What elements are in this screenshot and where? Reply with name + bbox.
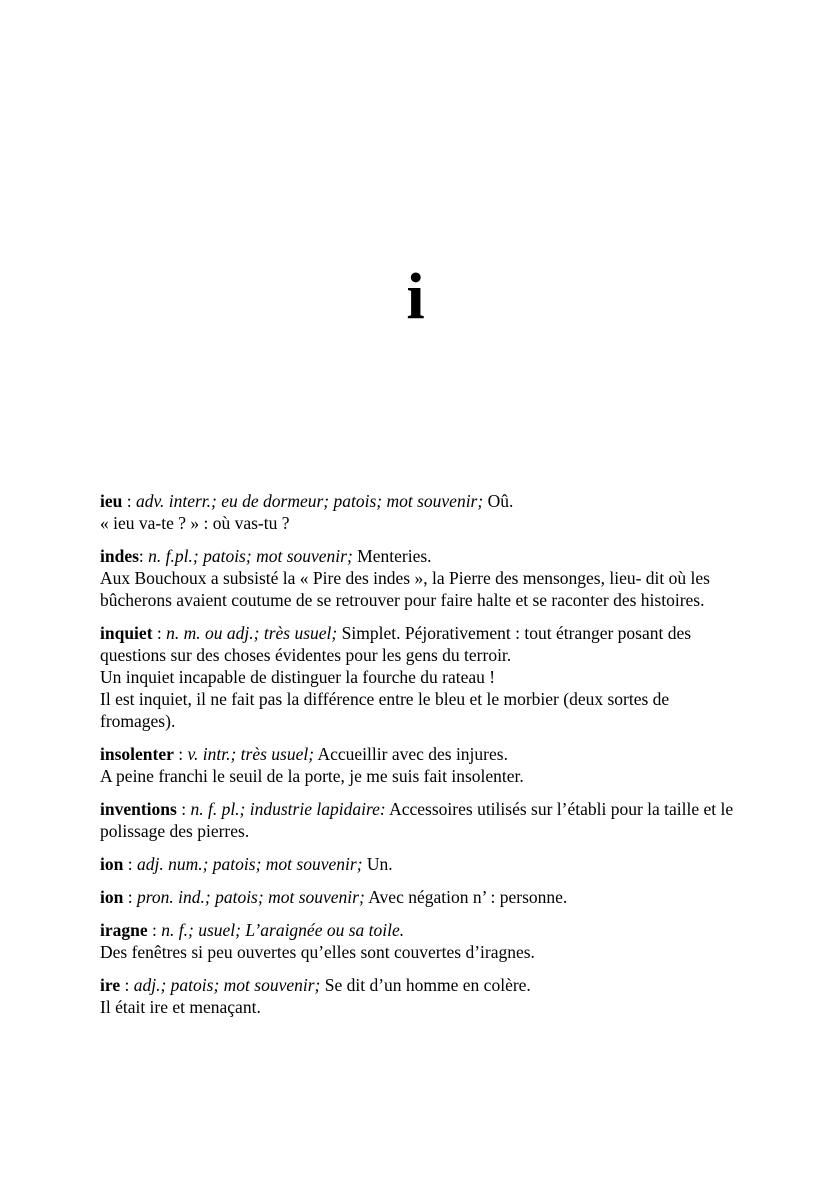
headword: ion xyxy=(100,887,124,907)
entry-indes xyxy=(100,545,742,611)
entry-inquiet xyxy=(100,622,742,732)
entry-ion-pron xyxy=(100,886,742,908)
grammar-notes: adv. interr.; eu de dormeur; patois; mot souvenir; xyxy=(136,491,484,511)
entry-inventions xyxy=(100,798,742,842)
example: Un inquiet incapable de distinguer la fourche du rateau ! xyxy=(100,667,496,687)
separator: : xyxy=(147,920,162,940)
entry-insolenter xyxy=(100,743,742,787)
grammar-notes: n. m. ou adj.; très usuel; xyxy=(166,623,338,643)
headword: inquiet xyxy=(100,623,153,643)
definition: Oû. xyxy=(483,491,514,511)
entry-iragne xyxy=(100,919,742,963)
separator: : xyxy=(120,975,134,995)
section-letter: i xyxy=(406,260,425,333)
headword: ire xyxy=(100,975,121,995)
grammar-notes: adj. num.; patois; mot souvenir; xyxy=(136,854,363,874)
separator: : xyxy=(176,799,191,819)
entry-line xyxy=(100,798,742,842)
entry-ieu xyxy=(100,490,742,534)
headword: insolenter xyxy=(100,744,174,764)
definition: Accueillir avec des injures. xyxy=(314,744,508,764)
entry-line xyxy=(100,490,742,512)
grammar-notes: v. intr.; très usuel; xyxy=(187,744,315,764)
grammar-notes: adj.; patois; mot souvenir; xyxy=(133,975,321,995)
example: « ieu va-te ? » : où vas-tu ? xyxy=(100,513,290,533)
entry-line xyxy=(100,919,742,941)
separator: : xyxy=(173,744,188,764)
definition: Un. xyxy=(362,854,393,874)
headword: indes xyxy=(100,546,139,566)
example: Des fenêtres si peu ouvertes qu’elles sont couvertes d’iragnes. xyxy=(100,942,535,962)
definition: Accessoires utilisés sur l’établi pour la taille et le polissage des pierres. xyxy=(100,799,734,841)
dictionary-entries xyxy=(100,490,742,1029)
separator: : xyxy=(123,854,137,874)
separator: : xyxy=(152,623,167,643)
headword: ieu xyxy=(100,491,123,511)
definition: Avec négation n’ : personne. xyxy=(364,887,568,907)
entry-ire xyxy=(100,974,742,1018)
headword: iragne xyxy=(100,920,148,940)
definition: Menteries. xyxy=(352,546,432,566)
entry-line xyxy=(100,743,742,765)
headword: inventions xyxy=(100,799,177,819)
example: A peine franchi le seuil de la porte, je me suis fait insolenter. xyxy=(100,766,524,786)
grammar-notes: n. f. pl.; industrie lapidaire: xyxy=(190,799,386,819)
headword: ion xyxy=(100,854,124,874)
grammar-notes: n. f.; usuel; L’araignée ou sa toile. xyxy=(161,920,405,940)
grammar-notes: n. f.pl.; patois; mot souvenir; xyxy=(148,546,353,566)
entry-line xyxy=(100,853,742,875)
example: Il était ire et menaçant. xyxy=(100,997,261,1017)
entry-ion-adj xyxy=(100,853,742,875)
definition: Se dit d’un homme en colère. xyxy=(320,975,531,995)
grammar-notes: pron. ind.; patois; mot souvenir; xyxy=(136,887,365,907)
entry-line xyxy=(100,622,742,666)
separator: : xyxy=(122,491,136,511)
entry-line xyxy=(100,886,742,908)
entry-line xyxy=(100,545,742,567)
separator: : xyxy=(123,887,137,907)
definition: Simplet. Péjorativement : tout étranger posant des questions sur des choses évidentes pour les gens du terroir. xyxy=(100,623,692,665)
entry-line xyxy=(100,974,742,996)
example: Aux Bouchoux a subsisté la « Pire des indes », la Pierre des mensonges, lieu- dit où les bûcherons avaient coutume de se retrouver pour faire halte et se raconter des histoires. xyxy=(100,568,710,610)
separator: : xyxy=(138,546,149,566)
example: Il est inquiet, il ne fait pas la différence entre le bleu et le morbier (deux sortes de fromages). xyxy=(100,689,670,731)
